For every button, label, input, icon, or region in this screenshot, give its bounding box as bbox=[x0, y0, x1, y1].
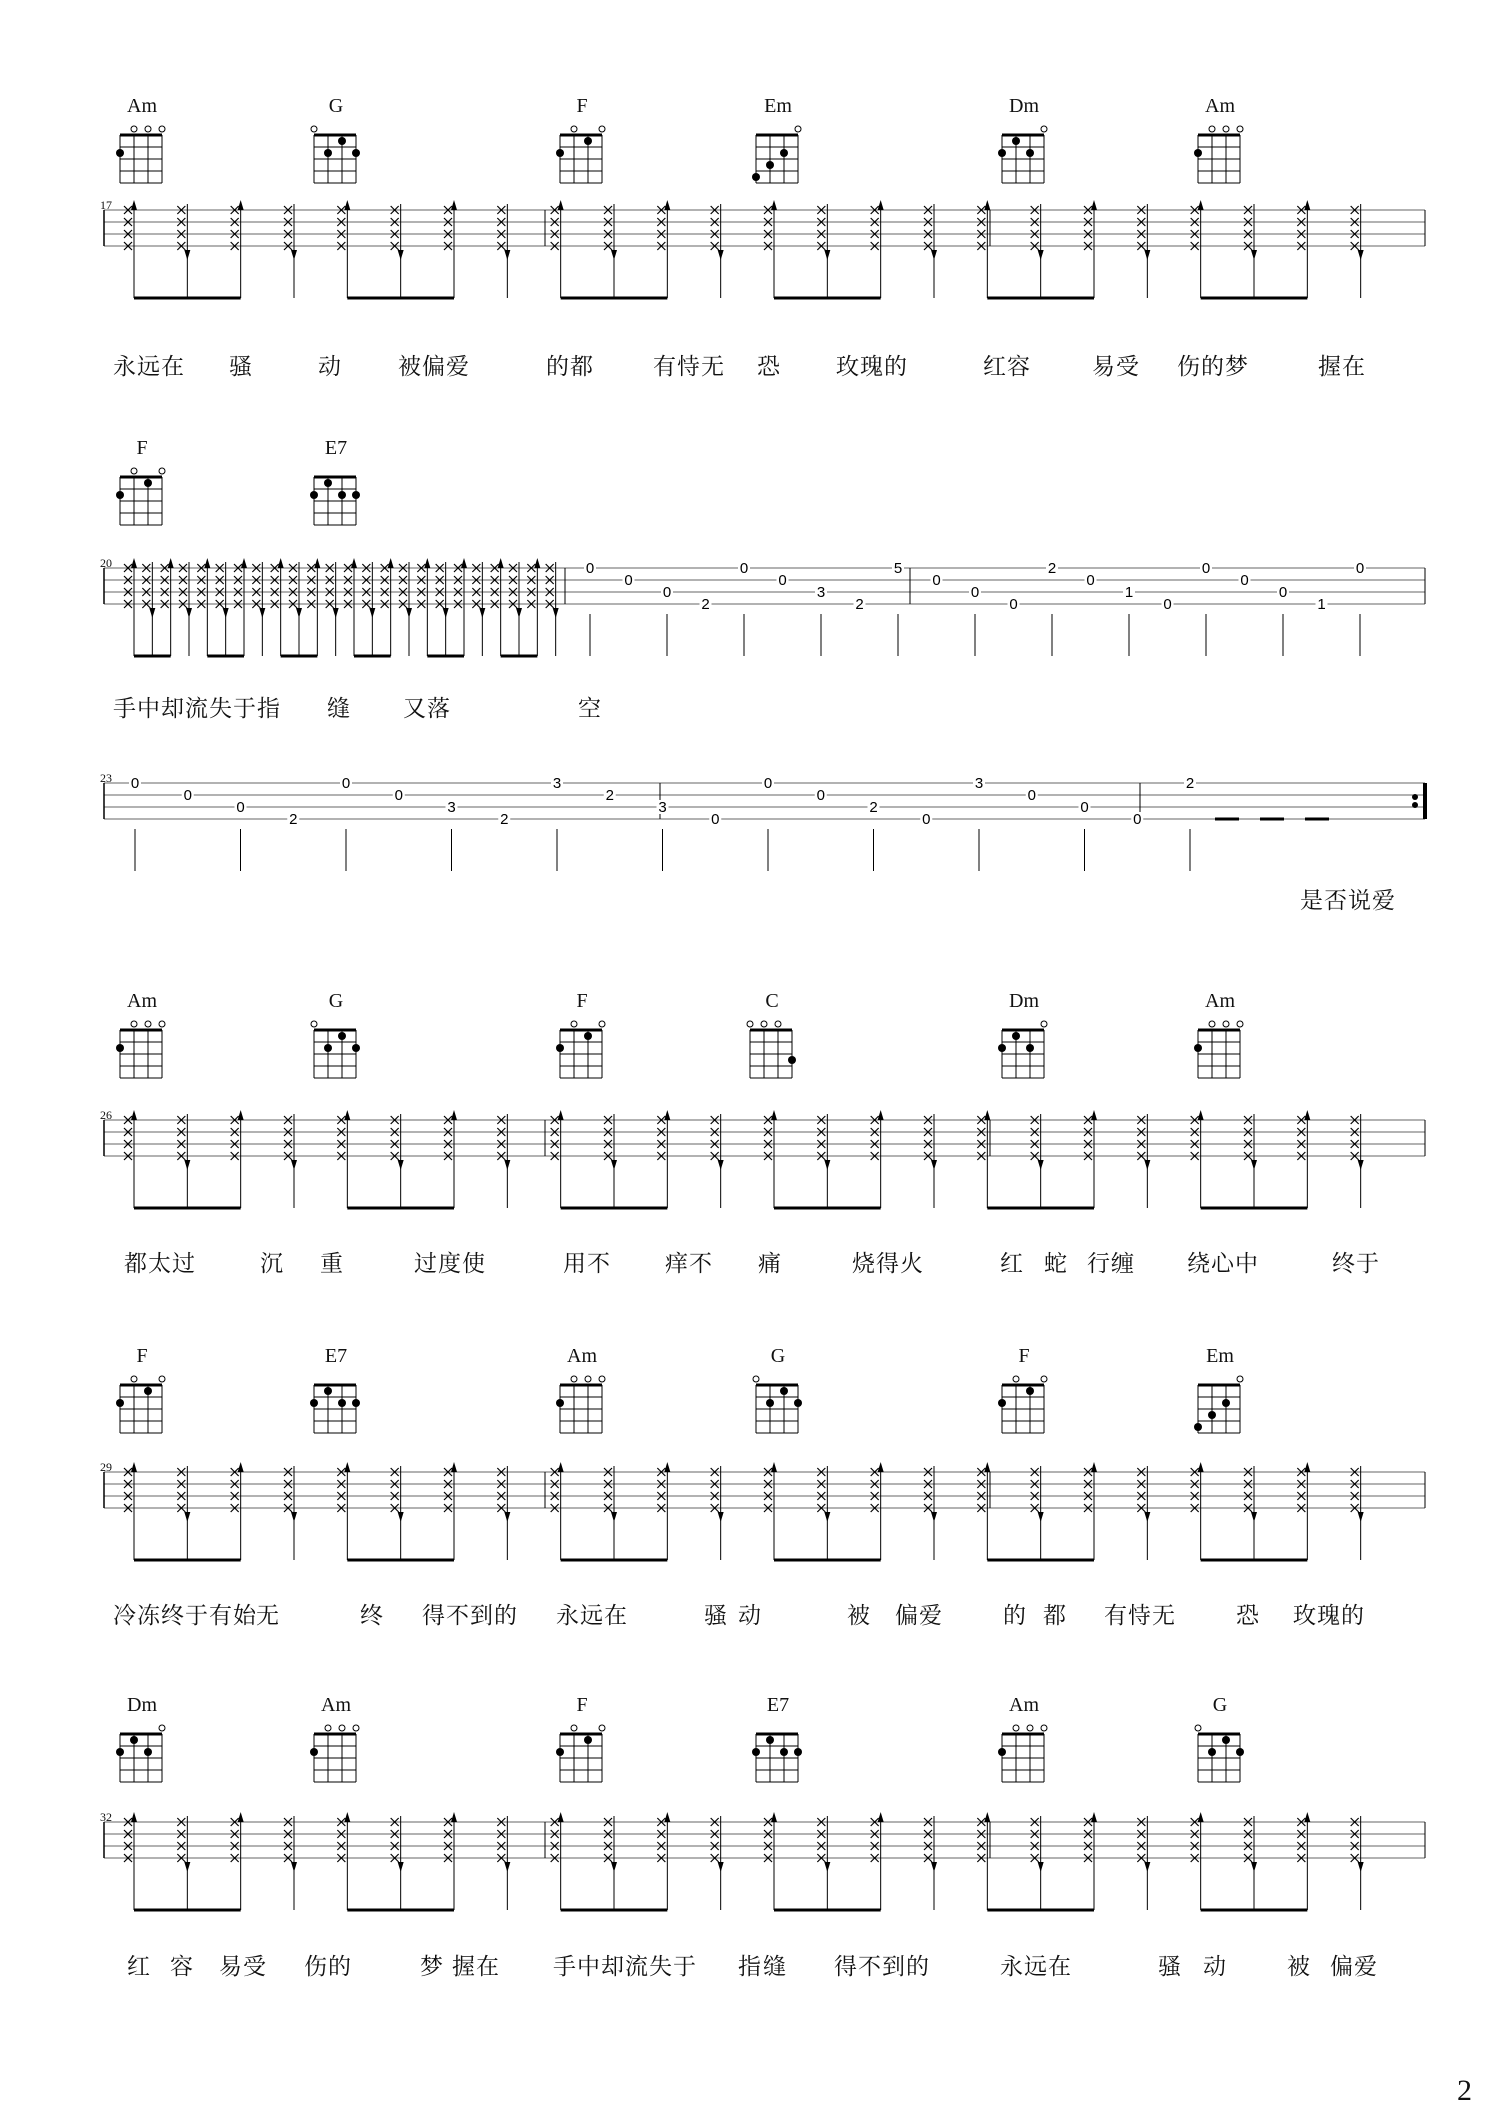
chord-diagram-em bbox=[1192, 1373, 1252, 1443]
strum-stroke bbox=[497, 1114, 510, 1208]
strum-stroke bbox=[1084, 200, 1097, 298]
lyric-text: 又落 bbox=[403, 696, 451, 722]
strum-stroke bbox=[391, 1114, 404, 1208]
chord-name: Am bbox=[1009, 1694, 1039, 1716]
strum-stroke bbox=[1031, 1816, 1044, 1910]
chord-diagram-f bbox=[554, 1722, 614, 1792]
tab-fret-number: 0 bbox=[778, 572, 787, 589]
strum-stroke bbox=[1297, 1812, 1310, 1910]
chord-diagram-g bbox=[750, 1373, 810, 1443]
strum-stroke bbox=[391, 1466, 404, 1560]
lyric-text: 得不到的 bbox=[834, 1954, 930, 1980]
strum-stroke bbox=[764, 1462, 881, 1560]
strum-stroke bbox=[216, 562, 229, 656]
strum-stroke bbox=[326, 562, 339, 656]
strum-stroke bbox=[546, 562, 559, 656]
tab-fret-number: 0 bbox=[130, 775, 140, 792]
tab-fret-number: 0 bbox=[624, 572, 633, 589]
chord-name: E7 bbox=[324, 437, 348, 459]
strum-stroke bbox=[497, 1816, 510, 1910]
strum-stroke bbox=[1244, 1466, 1257, 1560]
strum-stroke bbox=[391, 204, 404, 298]
strum-stroke bbox=[1191, 1812, 1308, 1910]
strum-stroke bbox=[977, 1812, 1094, 1910]
strum-stroke bbox=[231, 1812, 244, 1910]
tab-fret-number: 0 bbox=[236, 799, 245, 816]
strum-stroke bbox=[817, 1816, 830, 1910]
lyric-text: 动 bbox=[1203, 1954, 1227, 1980]
strum-stroke bbox=[1351, 1466, 1364, 1560]
strum-stroke bbox=[551, 200, 668, 298]
tab-fret-number: 2 bbox=[855, 596, 864, 613]
lyric-text: 都 bbox=[1043, 1603, 1067, 1629]
strum-stroke bbox=[284, 1114, 297, 1208]
tab-fret-number: 0 bbox=[1355, 560, 1365, 577]
lyric-text: 有恃无 bbox=[653, 354, 725, 380]
chord-diagram-em bbox=[750, 123, 810, 193]
tab-staff bbox=[0, 558, 1500, 678]
strum-stroke bbox=[417, 558, 464, 656]
lyric-text: 无 bbox=[256, 1603, 280, 1629]
lyric-text: 红 bbox=[1000, 1251, 1024, 1277]
lyric-text: 沉 bbox=[260, 1251, 284, 1277]
strum-stroke bbox=[337, 200, 454, 298]
strum-stroke bbox=[124, 200, 241, 298]
chord-name: Em bbox=[764, 95, 792, 117]
strum-stroke bbox=[399, 562, 412, 656]
strum-stroke bbox=[1031, 204, 1044, 298]
strum-stroke bbox=[657, 1462, 670, 1560]
tab-fret-number: 0 bbox=[970, 584, 980, 601]
strum-stroke bbox=[124, 1462, 241, 1560]
strum-stroke bbox=[454, 558, 467, 656]
chord-diagram-am bbox=[114, 123, 174, 193]
lyric-text: 缝 bbox=[327, 696, 351, 722]
tab-fret-number: 5 bbox=[893, 560, 903, 577]
lyric-text: 被 bbox=[847, 1603, 871, 1629]
lyric-text: 是否说爱 bbox=[1300, 888, 1396, 914]
strum-stroke bbox=[1351, 1114, 1364, 1208]
strum-stroke bbox=[1351, 204, 1364, 298]
lyric-text: 红 bbox=[127, 1954, 151, 1980]
strum-stroke bbox=[551, 1110, 668, 1208]
strum-stroke bbox=[337, 1462, 454, 1560]
strum-stroke bbox=[231, 1110, 244, 1208]
tab-fret-number: 1 bbox=[1317, 596, 1326, 613]
chord-diagram-g bbox=[308, 123, 368, 193]
chord-diagram-f bbox=[114, 1373, 174, 1443]
strum-stroke bbox=[657, 1110, 670, 1208]
lyric-text: 得不到的 bbox=[422, 1603, 518, 1629]
strum-stroke bbox=[1191, 1462, 1308, 1560]
strum-stroke bbox=[551, 1462, 668, 1560]
lyric-text: 动 bbox=[318, 354, 342, 380]
strum-stroke bbox=[436, 562, 449, 656]
strum-stroke bbox=[337, 1812, 454, 1910]
strum-stroke bbox=[177, 1816, 190, 1910]
strum-stroke bbox=[1244, 204, 1257, 298]
lyric-text: 痛 bbox=[758, 1251, 782, 1277]
strum-stroke bbox=[124, 558, 171, 656]
chord-diagram-am bbox=[1192, 1018, 1252, 1088]
lyric-text: 骚 bbox=[1158, 1954, 1182, 1980]
strum-stroke bbox=[231, 200, 244, 298]
chord-name: E7 bbox=[324, 1345, 348, 1367]
strum-stroke bbox=[491, 558, 538, 656]
chord-name: G bbox=[328, 95, 344, 117]
lyric-text: 玫瑰的 bbox=[836, 354, 908, 380]
tab-fret-number: 0 bbox=[739, 560, 749, 577]
strum-stroke bbox=[142, 562, 155, 656]
strum-stroke bbox=[271, 558, 318, 656]
strum-stroke bbox=[527, 558, 540, 656]
chord-diagram-f bbox=[996, 1373, 1056, 1443]
chord-diagram-dm bbox=[996, 123, 1056, 193]
lyric-text: 有恃无 bbox=[1104, 1603, 1176, 1629]
tab-staff bbox=[0, 1812, 1500, 1932]
lyric-text: 握在 bbox=[452, 1954, 500, 1980]
lyric-text: 玫瑰的 bbox=[1293, 1603, 1365, 1629]
strum-stroke bbox=[1084, 1462, 1097, 1560]
chord-name: Am bbox=[127, 95, 157, 117]
chord-name: F bbox=[576, 1694, 588, 1716]
strum-stroke bbox=[177, 204, 190, 298]
tab-fret-number: 2 bbox=[1185, 775, 1195, 792]
tab-fret-number: 0 bbox=[183, 787, 192, 804]
strum-stroke bbox=[289, 562, 302, 656]
strum-stroke bbox=[381, 558, 394, 656]
tab-fret-number: 0 bbox=[1240, 572, 1249, 589]
strum-stroke bbox=[1137, 1114, 1150, 1208]
chord-name: F bbox=[1018, 1345, 1030, 1367]
strum-stroke bbox=[444, 1110, 457, 1208]
chord-name: Am bbox=[1205, 990, 1235, 1012]
tab-fret-number: 3 bbox=[816, 584, 826, 601]
chord-name: Em bbox=[1206, 1345, 1234, 1367]
chord-diagram-dm bbox=[114, 1722, 174, 1792]
strum-stroke bbox=[497, 1466, 510, 1560]
strum-stroke bbox=[764, 1110, 881, 1208]
chord-name: Am bbox=[1205, 95, 1235, 117]
chord-diagram-am bbox=[996, 1722, 1056, 1792]
chord-diagram-c bbox=[744, 1018, 804, 1088]
tab-fret-number: 3 bbox=[974, 775, 984, 792]
lyric-text: 永远在 bbox=[113, 354, 185, 380]
strum-stroke bbox=[1084, 1110, 1097, 1208]
chord-diagram-am bbox=[114, 1018, 174, 1088]
lyric-text: 都太过 bbox=[124, 1251, 196, 1277]
tab-fret-number: 0 bbox=[1027, 787, 1036, 804]
strum-stroke bbox=[604, 1466, 617, 1560]
strum-stroke bbox=[977, 200, 1094, 298]
strum-stroke bbox=[444, 1812, 457, 1910]
strum-stroke bbox=[764, 1812, 881, 1910]
lyric-text: 偏爱 bbox=[895, 1603, 943, 1629]
measure-number: 17 bbox=[100, 198, 112, 212]
chord-diagram-am bbox=[308, 1722, 368, 1792]
tab-fret-number: 3 bbox=[447, 799, 456, 816]
strum-stroke bbox=[472, 562, 485, 656]
strum-stroke bbox=[924, 1114, 937, 1208]
strum-stroke bbox=[924, 1466, 937, 1560]
strum-stroke bbox=[1351, 1816, 1364, 1910]
strum-stroke bbox=[284, 1816, 297, 1910]
tab-fret-number: 0 bbox=[1133, 811, 1142, 828]
strum-stroke bbox=[284, 1466, 297, 1560]
tab-fret-number: 0 bbox=[816, 787, 825, 804]
strum-stroke bbox=[1191, 200, 1308, 298]
strum-stroke bbox=[362, 562, 375, 656]
chord-name: C bbox=[765, 990, 779, 1012]
tab-fret-number: 0 bbox=[1201, 560, 1211, 577]
tab-fret-number: 2 bbox=[869, 799, 878, 816]
tab-fret-number: 0 bbox=[394, 787, 403, 804]
strum-stroke bbox=[1297, 1462, 1310, 1560]
strum-stroke bbox=[391, 1816, 404, 1910]
lyric-text: 痒不 bbox=[665, 1251, 713, 1277]
lyric-text: 终于 bbox=[1332, 1251, 1380, 1277]
lyric-text: 指 bbox=[738, 1954, 762, 1980]
chord-name: G bbox=[328, 990, 344, 1012]
strum-stroke bbox=[337, 1110, 454, 1208]
tab-fret-number: 0 bbox=[922, 811, 931, 828]
chord-diagram-e7 bbox=[308, 465, 368, 535]
strum-stroke bbox=[197, 558, 244, 656]
lyric-text: 红容 bbox=[983, 354, 1031, 380]
tab-fret-number: 2 bbox=[701, 596, 710, 613]
strum-stroke bbox=[657, 1812, 670, 1910]
chord-diagram-am bbox=[554, 1373, 614, 1443]
strum-stroke bbox=[657, 200, 670, 298]
measure-number: 32 bbox=[100, 1810, 112, 1824]
strum-stroke bbox=[1244, 1114, 1257, 1208]
tab-fret-number: 3 bbox=[552, 775, 562, 792]
measure-number: 23 bbox=[100, 771, 112, 785]
lyric-text: 永远在 bbox=[1000, 1954, 1072, 1980]
lyric-text: 蛇 bbox=[1044, 1251, 1068, 1277]
strum-stroke bbox=[817, 204, 830, 298]
strum-stroke bbox=[924, 204, 937, 298]
chord-name: E7 bbox=[766, 1694, 790, 1716]
strum-stroke bbox=[1031, 1466, 1044, 1560]
strum-stroke bbox=[179, 562, 192, 656]
tab-fret-number: 0 bbox=[341, 775, 351, 792]
tab-fret-number: 0 bbox=[1278, 584, 1288, 601]
strum-stroke bbox=[1137, 1466, 1150, 1560]
lyric-text: 行缠 bbox=[1087, 1251, 1135, 1277]
strum-stroke bbox=[1137, 1816, 1150, 1910]
chord-name: Dm bbox=[127, 1694, 157, 1716]
chord-diagram-f bbox=[114, 465, 174, 535]
tab-fret-number: 2 bbox=[1047, 560, 1057, 577]
tab-fret-number: 2 bbox=[500, 811, 509, 828]
lyric-text: 烧得火 bbox=[852, 1251, 924, 1277]
chord-name: G bbox=[1212, 1694, 1228, 1716]
lyric-text: 重 bbox=[320, 1251, 344, 1277]
strum-stroke bbox=[1244, 1816, 1257, 1910]
lyric-text: 被偏爱 bbox=[398, 354, 470, 380]
lyric-text: 容 bbox=[170, 1954, 194, 1980]
lyric-text: 骚 bbox=[704, 1603, 728, 1629]
chord-name: F bbox=[576, 990, 588, 1012]
strum-stroke bbox=[307, 558, 320, 656]
chord-name: Dm bbox=[1009, 95, 1039, 117]
strum-stroke bbox=[977, 1110, 1094, 1208]
strum-stroke bbox=[604, 1816, 617, 1910]
strum-stroke bbox=[871, 200, 884, 298]
lyric-text: 梦 bbox=[420, 1954, 444, 1980]
strum-stroke bbox=[161, 558, 174, 656]
tab-staff bbox=[0, 1110, 1500, 1230]
chord-name: Am bbox=[567, 1345, 597, 1367]
lyric-text: 伤的 bbox=[304, 1954, 352, 1980]
measure-number: 20 bbox=[100, 556, 112, 570]
lyric-text: 握在 bbox=[1318, 354, 1366, 380]
measure-number: 29 bbox=[100, 1460, 112, 1474]
lyric-text: 手中却流失于 bbox=[553, 1954, 697, 1980]
strum-stroke bbox=[497, 204, 510, 298]
strum-stroke bbox=[1297, 200, 1310, 298]
strum-stroke bbox=[1297, 1110, 1310, 1208]
lyric-text: 骚 bbox=[229, 354, 253, 380]
tab-fret-number: 0 bbox=[1080, 799, 1089, 816]
strum-stroke bbox=[551, 1812, 668, 1910]
strum-stroke bbox=[177, 1466, 190, 1560]
strum-stroke bbox=[977, 1462, 1094, 1560]
chord-diagram-g bbox=[1192, 1722, 1252, 1792]
chord-diagram-g bbox=[308, 1018, 368, 1088]
lyric-text: 空 bbox=[578, 696, 602, 722]
chord-name: Dm bbox=[1009, 990, 1039, 1012]
chord-diagram-f bbox=[554, 1018, 614, 1088]
strum-stroke bbox=[124, 1110, 241, 1208]
strum-stroke bbox=[711, 1816, 724, 1910]
tab-fret-number: 0 bbox=[1009, 596, 1018, 613]
strum-stroke bbox=[871, 1462, 884, 1560]
tab-fret-number: 0 bbox=[1086, 572, 1095, 589]
strum-stroke bbox=[604, 204, 617, 298]
strum-stroke bbox=[444, 1462, 457, 1560]
lyric-text: 易受 bbox=[1092, 354, 1140, 380]
tab-fret-number: 0 bbox=[711, 811, 720, 828]
lyric-text: 偏爱 bbox=[1330, 1954, 1378, 1980]
strum-stroke bbox=[817, 1466, 830, 1560]
chord-diagram-e7 bbox=[750, 1722, 810, 1792]
lyric-text: 过度使 bbox=[414, 1251, 486, 1277]
chord-diagram-dm bbox=[996, 1018, 1056, 1088]
tab-fret-number: 2 bbox=[289, 811, 298, 828]
chord-diagram-f bbox=[554, 123, 614, 193]
lyric-text: 用不 bbox=[563, 1251, 611, 1277]
lyric-text: 恐 bbox=[1236, 1603, 1260, 1629]
strum-stroke bbox=[344, 558, 391, 656]
strum-stroke bbox=[444, 200, 457, 298]
strum-stroke bbox=[711, 1466, 724, 1560]
tab-fret-number: 0 bbox=[662, 584, 672, 601]
tab-fret-number: 0 bbox=[585, 560, 595, 577]
lyric-text: 终 bbox=[360, 1603, 384, 1629]
chord-name: G bbox=[770, 1345, 786, 1367]
chord-name: F bbox=[136, 1345, 148, 1367]
strum-stroke bbox=[711, 1114, 724, 1208]
lyric-text: 永远在 bbox=[556, 1603, 628, 1629]
lyric-text: 动 bbox=[738, 1603, 762, 1629]
strum-stroke bbox=[1031, 1114, 1044, 1208]
tab-staff bbox=[0, 1462, 1500, 1582]
chord-name: F bbox=[136, 437, 148, 459]
strum-stroke bbox=[1137, 204, 1150, 298]
strum-stroke bbox=[252, 562, 265, 656]
strum-stroke bbox=[509, 562, 522, 656]
lyric-text: 的 bbox=[1003, 1603, 1027, 1629]
chord-diagram-am bbox=[1192, 123, 1252, 193]
strum-stroke bbox=[871, 1812, 884, 1910]
tab-staff bbox=[0, 773, 1500, 893]
strum-stroke bbox=[231, 1462, 244, 1560]
tab-fret-number: 2 bbox=[605, 787, 614, 804]
strum-stroke bbox=[284, 204, 297, 298]
tab-fret-number: 1 bbox=[1124, 584, 1134, 601]
strum-stroke bbox=[604, 1114, 617, 1208]
chord-name: Am bbox=[321, 1694, 351, 1716]
page-number: 2 bbox=[1457, 2074, 1472, 2107]
strum-stroke bbox=[924, 1816, 937, 1910]
strum-stroke bbox=[1191, 1110, 1308, 1208]
strum-stroke bbox=[1084, 1812, 1097, 1910]
chord-name: F bbox=[576, 95, 588, 117]
tab-fret-number: 3 bbox=[658, 799, 667, 816]
strum-stroke bbox=[871, 1110, 884, 1208]
lyric-text: 冷冻终于有始 bbox=[113, 1603, 257, 1629]
tab-fret-number: 0 bbox=[763, 775, 773, 792]
strum-stroke bbox=[711, 204, 724, 298]
chord-diagram-e7 bbox=[308, 1373, 368, 1443]
tab-fret-number: 0 bbox=[1163, 596, 1172, 613]
strum-stroke bbox=[817, 1114, 830, 1208]
strum-stroke bbox=[124, 1812, 241, 1910]
lyric-text: 伤的梦 bbox=[1177, 354, 1249, 380]
lyric-text: 易受 bbox=[219, 1954, 267, 1980]
lyric-text: 被 bbox=[1287, 1954, 1311, 1980]
lyric-text: 手中却流失于指 bbox=[113, 696, 281, 722]
strum-stroke bbox=[177, 1114, 190, 1208]
lyric-text: 恐 bbox=[757, 354, 781, 380]
measure-number: 26 bbox=[100, 1108, 112, 1122]
chord-name: Am bbox=[127, 990, 157, 1012]
strum-stroke bbox=[764, 200, 881, 298]
lyric-text: 绕心中 bbox=[1187, 1251, 1259, 1277]
tab-fret-number: 0 bbox=[932, 572, 941, 589]
lyric-text: 的都 bbox=[546, 354, 594, 380]
tab-staff bbox=[0, 200, 1500, 320]
lyric-text: 缝 bbox=[763, 1954, 787, 1980]
strum-stroke bbox=[234, 558, 247, 656]
